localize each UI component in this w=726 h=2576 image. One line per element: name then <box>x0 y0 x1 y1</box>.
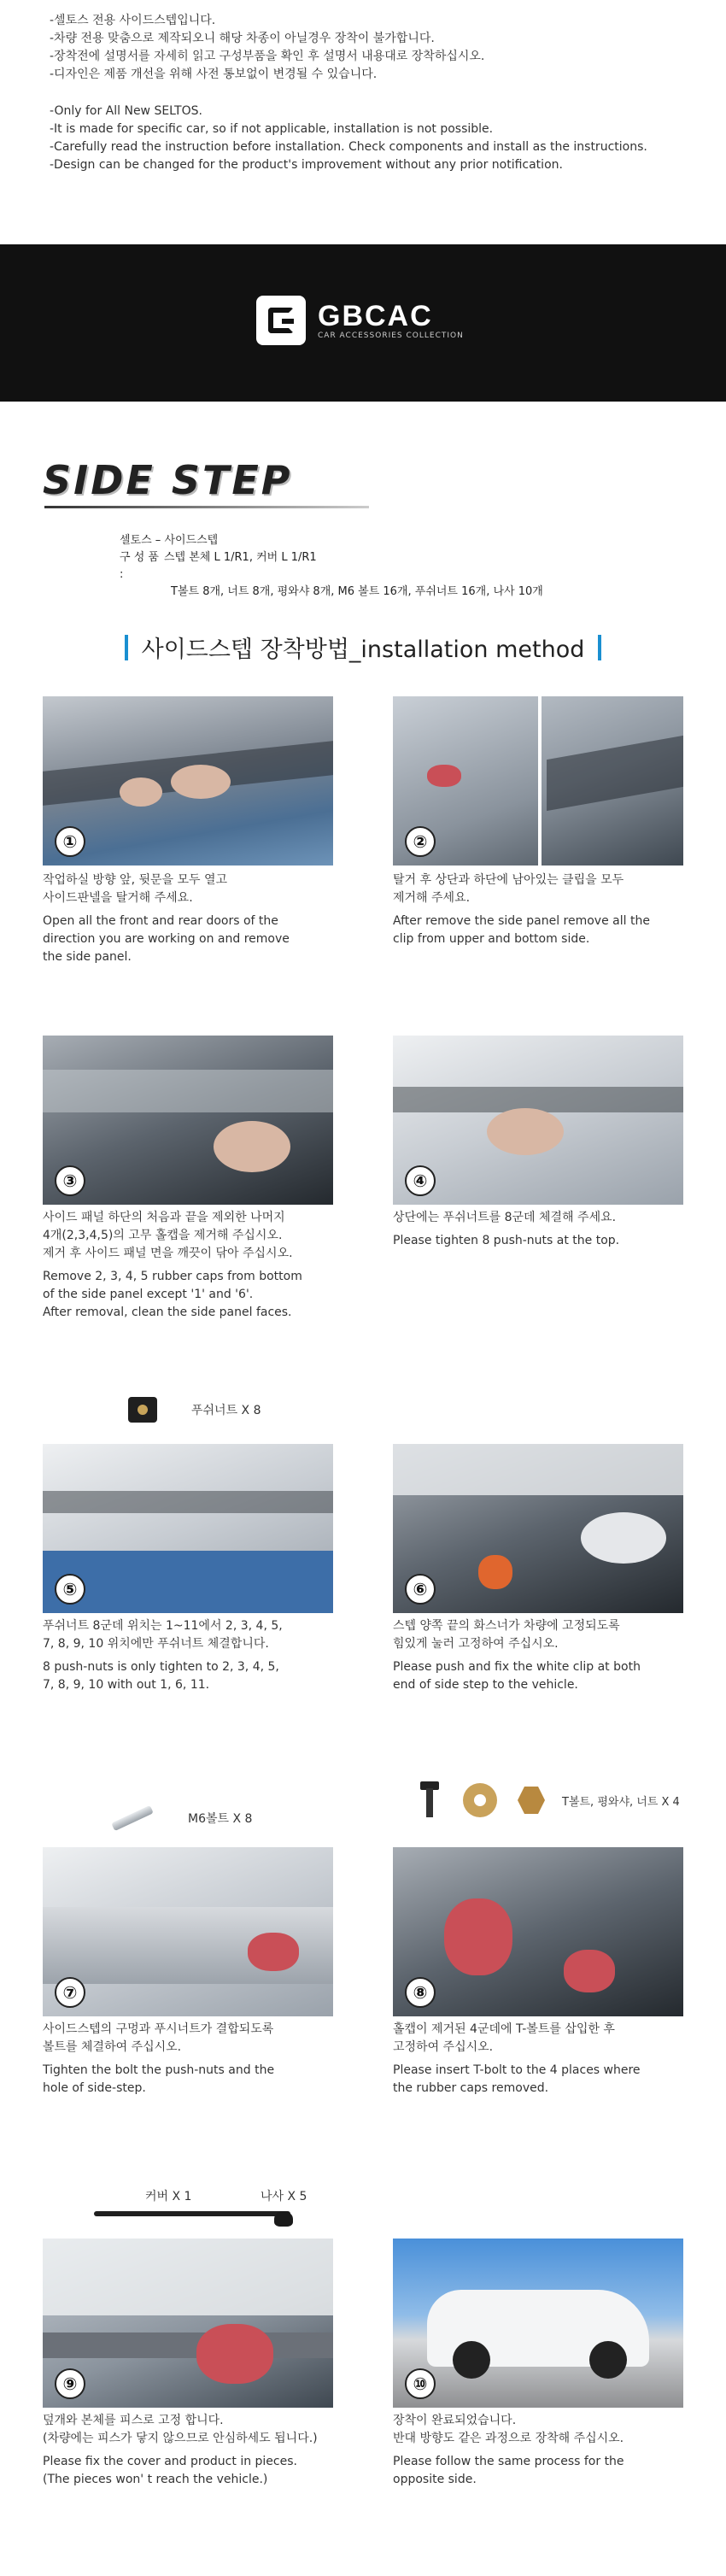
step-8-description <box>393 2021 692 2098</box>
components-hardware: T볼트 8개, 너트 8개, 평와샤 8개, M6 볼트 16개, 푸쉬너트 16개, 나사 10개 <box>171 585 543 598</box>
step-1-ko-2: 사이드판넬을 탈거해 주세요. <box>43 891 193 905</box>
logo-icon <box>256 296 306 345</box>
heading-bar-left <box>125 635 128 660</box>
step-1-number: ① <box>55 826 85 857</box>
step-4-description <box>393 1209 692 1250</box>
step-7-en-1: Tighten the bolt the push-nuts and the <box>43 2063 275 2077</box>
note-ko-4: -디자인은 제품 개선을 위해 사전 통보없이 변경될 수 있습니다. <box>50 67 378 81</box>
step-8-ko-2: 고정하여 주십시오. <box>393 2040 494 2054</box>
screw-icon <box>274 2211 293 2227</box>
step-3-en-2: of the side panel except '1' and '6'. <box>43 1288 254 1301</box>
step-8-ko-1: 홀캡이 제거된 4군데에 T-볼트를 삽입한 후 <box>393 2022 615 2036</box>
m6-bolt-icon <box>111 1805 154 1831</box>
install-heading-text: 사이드스텝 장착방법_installation method <box>141 637 585 663</box>
step-8-en-2: the rubber caps removed. <box>393 2081 549 2095</box>
caution-notes <box>50 12 699 174</box>
note-ko-2: -차량 전용 맞춤으로 제작되오니 해당 차종이 아닐경우 장착이 불가합니다. <box>50 32 435 45</box>
brand-name: GBCAC <box>318 300 433 332</box>
step-10-description <box>393 2412 692 2489</box>
step-7-ko-1: 사이드스텝의 구멍과 푸시너트가 결합되도록 <box>43 2022 274 2036</box>
step-5-en-2: 7, 8, 9, 10 with out 1, 6, 11. <box>43 1678 210 1692</box>
note-en-4: -Design can be changed for the product's improvement without any prior notification. <box>50 158 563 172</box>
step-3-en-1: Remove 2, 3, 4, 5 rubber caps from bottom <box>43 1270 302 1283</box>
part-cover-label: 커버 X 1 <box>145 2190 192 2203</box>
pushnut-icon <box>128 1397 157 1423</box>
step-8-number: ⑧ <box>405 1977 436 2008</box>
t-bolt-icon <box>420 1781 439 1819</box>
step-8-en-1: Please insert T-bolt to the 4 places where <box>393 2063 641 2077</box>
step-7-ko-2: 볼트를 체결하여 주십시오. <box>43 2040 182 2054</box>
step-10-ko-1: 장착이 완료되었습니다. <box>393 2414 517 2427</box>
step-2-en-1: After remove the side panel remove all the <box>393 914 650 928</box>
install-heading <box>85 631 641 664</box>
components-model: 셀토스 – 사이드스텝 <box>120 534 219 547</box>
washer-icon <box>463 1783 497 1817</box>
step-9-en-1: Please fix the cover and product in pieces. <box>43 2455 297 2468</box>
step-10-ko-2: 반대 방향도 같은 과정으로 장착해 주십시오. <box>393 2432 624 2445</box>
step-10-photo <box>393 2239 683 2408</box>
step-9-photo <box>43 2239 333 2408</box>
step-1-ko-1: 작업하실 방향 앞, 뒷문을 모두 열고 <box>43 873 228 887</box>
step-8-photo <box>393 1847 683 2016</box>
step-2-description <box>393 871 692 948</box>
brand-logo <box>256 296 464 345</box>
step-2-ko-2: 제거해 주세요. <box>393 891 471 905</box>
brand-banner <box>0 244 726 402</box>
step-3-photo <box>43 1036 333 1205</box>
brand-subtitle: CAR ACCESSORIES COLLECTION <box>318 332 464 340</box>
step-5-photo <box>43 1444 333 1613</box>
title-underline <box>44 506 369 508</box>
step-10-number: ⑩ <box>405 2368 436 2399</box>
part-tbolt-label: T볼트, 평와샤, 너트 X 4 <box>562 1795 680 1809</box>
step-7-number: ⑦ <box>55 1977 85 2008</box>
part-screw <box>261 2187 307 2227</box>
components-main: 스텝 본체 L 1/R1, 커버 L 1/R1 <box>164 551 317 564</box>
step-3-ko-2: 4개(2,3,4,5)의 고무 홀캡을 제거해 주십시오. <box>43 1229 283 1242</box>
step-6-ko-2: 힘있게 눌러 고정하여 주십시오. <box>393 1637 559 1651</box>
step-4-number: ④ <box>405 1165 436 1196</box>
step-9-description <box>43 2412 342 2489</box>
step-1-en-2: direction you are working on and remove <box>43 932 290 946</box>
step-6-number: ⑥ <box>405 1574 436 1605</box>
step-2-number: ② <box>405 826 436 857</box>
step-3-ko-1: 사이드 패널 하단의 처음과 끝을 제외한 나머지 <box>43 1211 285 1224</box>
step-5-en-1: 8 push-nuts is only tighten to 2, 3, 4, 5, <box>43 1660 279 1674</box>
step-2-en-2: clip from upper and bottom side. <box>393 932 590 946</box>
step-2-photo <box>393 696 683 866</box>
step-4-ko-1: 상단에는 푸쉬너트를 8군데 체결해 주세요. <box>393 1211 617 1224</box>
step-3-description <box>43 1209 342 1322</box>
note-en-3: -Carefully read the instruction before installation. Check components and install as the instructions. <box>50 140 647 154</box>
step-1-en-3: the side panel. <box>43 950 132 964</box>
note-ko-3: -장착전에 설명서를 자세히 읽고 구성부품을 확인 후 설명서 내용대로 장착하십시오. <box>50 50 485 63</box>
part-pushnut <box>128 1397 261 1423</box>
step-6-en-1: Please push and fix the white clip at both <box>393 1660 641 1674</box>
step-5-ko-2: 7, 8, 9, 10 위치에만 푸쉬너트 체결합니다. <box>43 1637 269 1651</box>
part-tbolt-set <box>420 1781 680 1819</box>
step-7-en-2: hole of side-step. <box>43 2081 146 2095</box>
step-6-en-2: end of side step to the vehicle. <box>393 1678 578 1692</box>
step-6-ko-1: 스텝 양쪽 끝의 화스너가 차량에 고정되도록 <box>393 1619 620 1633</box>
step-9-ko-2: (차량에는 피스가 닿지 않으므로 안심하세도 됩니다.) <box>43 2432 318 2445</box>
step-1-photo <box>43 696 333 866</box>
note-en-2: -It is made for specific car, so if not applicable, installation is not possible. <box>50 122 494 136</box>
components-label: 구 성 품 : <box>120 551 159 581</box>
step-5-number: ⑤ <box>55 1574 85 1605</box>
nut-icon <box>518 1787 545 1814</box>
part-m6bolt <box>111 1810 252 1827</box>
note-ko-1: -셀토스 전용 사이드스텝입니다. <box>50 14 216 27</box>
step-4-en-1: Please tighten 8 push-nuts at the top. <box>393 1234 620 1247</box>
step-9-en-2: (The pieces won' t reach the vehicle.) <box>43 2473 268 2486</box>
part-pushnut-label: 푸쉬너트 X 8 <box>191 1404 261 1417</box>
step-7-description <box>43 2021 342 2098</box>
step-3-number: ③ <box>55 1165 85 1196</box>
step-2-ko-1: 탈거 후 상단과 하단에 남아있는 클립을 모두 <box>393 873 624 887</box>
step-5-description <box>43 1617 342 1694</box>
step-4-photo <box>393 1036 683 1205</box>
step-6-description <box>393 1617 692 1694</box>
step-10-en-1: Please follow the same process for the <box>393 2455 624 2468</box>
step-9-number: ⑨ <box>55 2368 85 2399</box>
step-9-ko-1: 덮개와 본체를 피스로 고정 합니다. <box>43 2414 224 2427</box>
product-title: SIDE STEP <box>43 457 293 503</box>
note-en-1: -Only for All New SELTOS. <box>50 104 202 118</box>
step-3-en-3: After removal, clean the side panel faces. <box>43 1306 292 1319</box>
step-3-ko-3: 제거 후 사이드 패널 면을 깨끗이 닦아 주십시오. <box>43 1247 293 1260</box>
step-1-en-1: Open all the front and rear doors of the <box>43 914 278 928</box>
heading-bar-right <box>598 635 601 660</box>
components-list <box>120 532 543 601</box>
part-screw-label: 나사 X 5 <box>261 2190 307 2203</box>
step-10-en-2: opposite side. <box>393 2473 477 2486</box>
step-6-photo <box>393 1444 683 1613</box>
step-1-description <box>43 871 342 966</box>
part-m6bolt-label: M6볼트 X 8 <box>188 1812 253 1826</box>
step-5-ko-1: 푸쉬너트 8군데 위치는 1~11에서 2, 3, 4, 5, <box>43 1619 283 1633</box>
step-7-photo <box>43 1847 333 2016</box>
